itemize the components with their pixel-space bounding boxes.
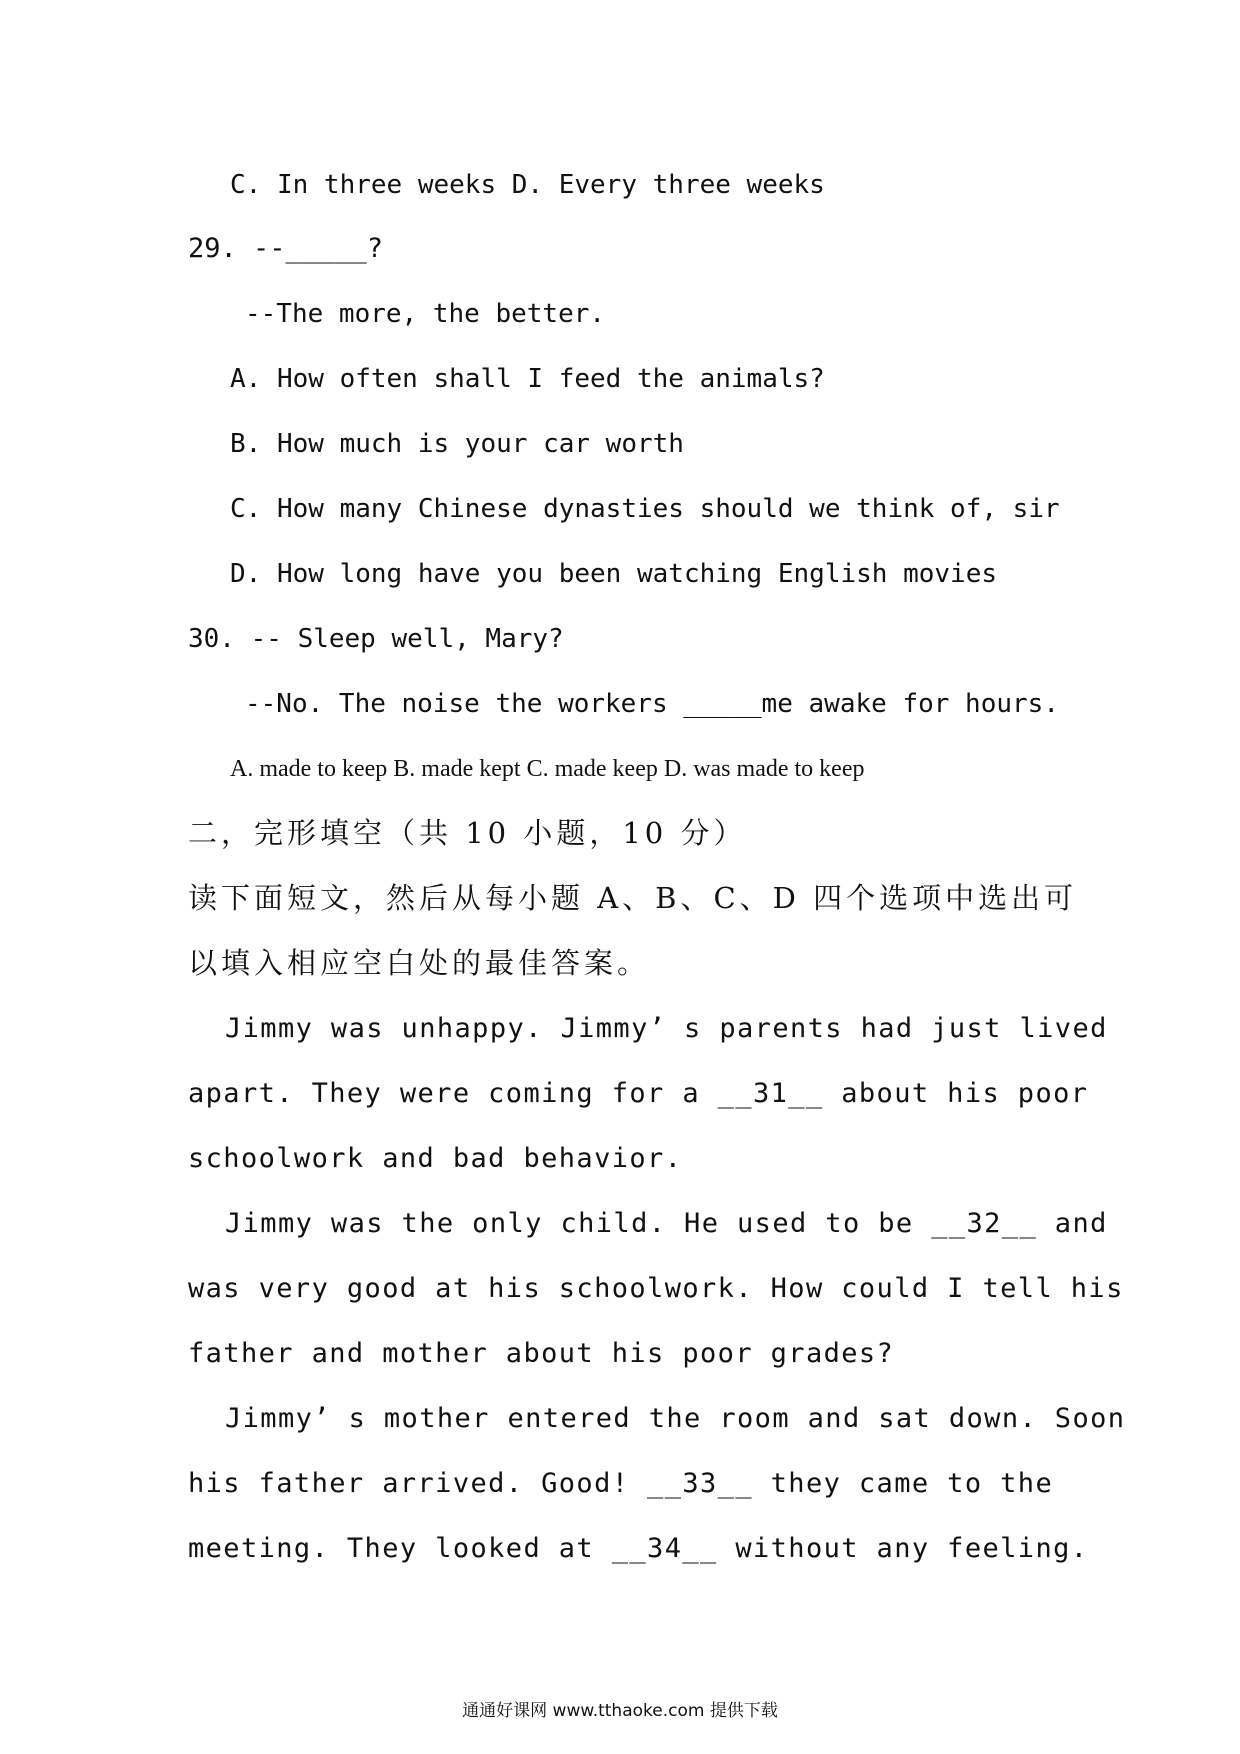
passage-line-4: Jimmy was the only child. He used to be __32__ and: [225, 1208, 1108, 1239]
option-line-28cd: C. In three weeks D. Every three weeks: [230, 170, 825, 200]
instruction-line-2: 以填入相应空白处的最佳答案。: [188, 946, 651, 980]
option-29c: C. How many Chinese dynasties should we think of, sir: [230, 494, 1060, 524]
passage-line-6: father and mother about his poor grades?: [188, 1338, 895, 1369]
passage-line-9: meeting. They looked at __34__ without any feeling.: [188, 1533, 1089, 1564]
options-30: A. made to keep B. made kept C. made keep D. was made to keep: [230, 756, 865, 782]
passage-line-2: apart. They were coming for a __31__ about his poor: [188, 1078, 1089, 1109]
option-29d: D. How long have you been watching English movies: [230, 559, 998, 589]
dialogue-reply-29: --The more, the better.: [245, 299, 606, 329]
passage-line-7: Jimmy’ s mother entered the room and sat down. Soon: [225, 1403, 1126, 1434]
dialogue-reply-30: --No. The noise the workers _____me awake for hours.: [245, 689, 1059, 719]
option-29b: B. How much is your car worth: [230, 429, 684, 459]
passage-line-8: his father arrived. Good! __33__ they came to the: [188, 1468, 1054, 1499]
question-29: 29. --_____?: [188, 233, 384, 264]
option-29a: A. How often shall I feed the animals?: [230, 364, 825, 394]
instruction-line-1: 读下面短文，然后从每小题 A、B、C、D 四个选项中选出可: [188, 881, 1078, 915]
section-heading: 二，完形填空（共 10 小题，10 分）: [188, 816, 747, 850]
passage-line-1: Jimmy was unhappy. Jimmy’ s parents had just lived: [225, 1013, 1108, 1044]
passage-line-5: was very good at his schoolwork. How could I tell his: [188, 1273, 1124, 1304]
page-footer: 通通好课网 www.tthaoke.com 提供下载: [462, 1701, 778, 1721]
passage-line-3: schoolwork and bad behavior.: [188, 1143, 683, 1174]
question-30: 30. -- Sleep well, Mary?: [188, 624, 564, 654]
